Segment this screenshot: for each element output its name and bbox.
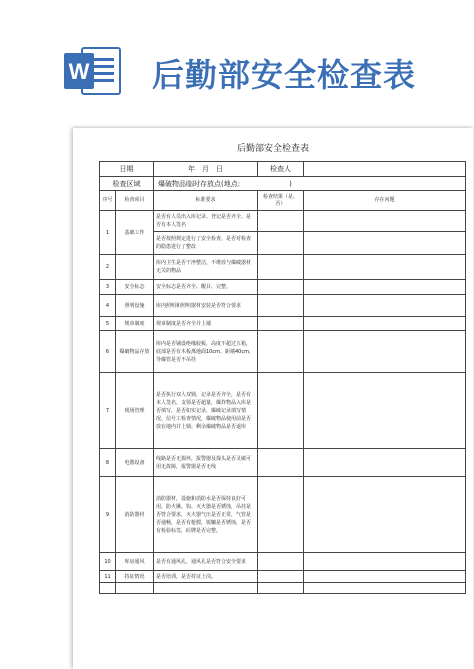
table-row: [100, 232, 466, 255]
row-item: 爆破物品存放: [116, 331, 154, 373]
row-seq: 2: [100, 255, 116, 280]
inspector-value: [304, 162, 466, 177]
column-header-row: [100, 191, 466, 211]
row-item: 安全标志: [116, 280, 154, 295]
table-row: [100, 211, 466, 232]
row-issues-cell[interactable]: [304, 553, 466, 571]
row-seq: 1: [100, 211, 116, 255]
date-label: 日期: [100, 162, 154, 177]
row-issues-cell[interactable]: [304, 583, 466, 594]
inspection-table: [99, 161, 466, 594]
row-result-cell[interactable]: [258, 373, 304, 449]
row-item: 库房通风: [116, 553, 154, 571]
header-row-date: [100, 162, 466, 177]
row-standard: 是否培训，是否持证上岗。: [154, 571, 258, 583]
document-sheet: [73, 128, 473, 669]
row-seq: 6: [100, 331, 116, 373]
table-row: [100, 553, 466, 571]
table-row: [100, 373, 466, 449]
col-item-header: 检查项目: [116, 191, 154, 211]
area-label: 检查区域: [100, 177, 154, 191]
row-standard: [154, 583, 258, 594]
row-seq: 11: [100, 571, 116, 583]
row-result-cell[interactable]: [258, 553, 304, 571]
table-row: [100, 449, 466, 477]
row-issues-cell[interactable]: [304, 232, 466, 255]
col-result-header: 检查结果（是、否）: [258, 191, 304, 211]
row-item: 消防器材: [116, 477, 154, 553]
table-row: [100, 331, 466, 373]
row-seq: [100, 583, 116, 594]
header-row-area: [100, 177, 466, 191]
table-row: [100, 255, 466, 280]
row-result-cell[interactable]: [258, 255, 304, 280]
row-issues-cell[interactable]: [304, 295, 466, 317]
table-row: [100, 295, 466, 317]
row-issues-cell[interactable]: [304, 280, 466, 295]
row-standard: 库内照明和照明器材安装是否符合要求: [154, 295, 258, 317]
table-row-empty: [100, 583, 466, 594]
word-document-icon: [62, 44, 124, 98]
row-standard: 是否按照规定进行了安全检查，是否对检查的隐患进行了整改: [154, 232, 258, 255]
row-result-cell[interactable]: [258, 232, 304, 255]
inspector-label: 检查人: [258, 162, 304, 177]
banner: [0, 0, 474, 108]
row-issues-cell[interactable]: [304, 571, 466, 583]
row-result-cell[interactable]: [258, 317, 304, 331]
row-item: [116, 255, 154, 280]
row-seq: 9: [100, 477, 116, 553]
row-result-cell[interactable]: [258, 211, 304, 232]
row-result-cell[interactable]: [258, 571, 304, 583]
table-row: [100, 477, 466, 553]
banner-title: 后勤部安全检查表: [152, 56, 417, 94]
col-seq-header: 序号: [100, 191, 116, 211]
row-standard: 是否有通风孔，通风孔是否符合安全要求: [154, 553, 258, 571]
row-item: [116, 583, 154, 594]
row-issues-cell[interactable]: [304, 477, 466, 553]
row-standard: 规章制度是否齐全并上墙: [154, 317, 258, 331]
row-seq: 5: [100, 317, 116, 331]
row-standard: 安全标志是否齐全、醒目、完整。: [154, 280, 258, 295]
row-standard: 是否有人员出入库记录、登记是否齐全、是否有本人签名: [154, 211, 258, 232]
row-item: 基础工作: [116, 211, 154, 255]
table-row: [100, 571, 466, 583]
date-value: 年 月 日: [154, 162, 258, 177]
row-item: 电器设备: [116, 449, 154, 477]
table-row: [100, 280, 466, 295]
row-standard: 库内是否铺设绝缘胶板，高度不超过五箱，底部是否有木板离地面10cm、距墙40cm，导爆管是否不吊挂: [154, 331, 258, 373]
row-issues-cell[interactable]: [304, 255, 466, 280]
row-issues-cell[interactable]: [304, 449, 466, 477]
row-issues-cell[interactable]: [304, 211, 466, 232]
row-seq: 8: [100, 449, 116, 477]
row-issues-cell[interactable]: [304, 373, 466, 449]
row-result-cell[interactable]: [258, 280, 304, 295]
row-item: 现场管理: [116, 373, 154, 449]
row-standard: 线路是否无损坏，报警器及探头是否灵敏可用无故障，报警器是否无线: [154, 449, 258, 477]
row-standard: 消防器材，设施和消防水是否保持良好可用，防火锹、钩、灭火器是否锈蚀，吊挂是否符合要求，灭火器气压是否正常，气管是否通畅，是否有枪膛，锐镰是否锈蚀，是否有检验标签，砼牌是否完整。: [154, 477, 258, 553]
row-result-cell[interactable]: [258, 331, 304, 373]
row-standard: 是否执行双人双锁，记录是否齐全，是否有本人签名，支领是否超量，爆炸物品入库是否填写，是否如实记录，爆破记录填写情况、信号工检查情况，爆破物品使用前是否放在地内并上锁、剩余爆破物品是否退库: [154, 373, 258, 449]
row-seq: 3: [100, 280, 116, 295]
row-seq: 7: [100, 373, 116, 449]
row-issues-cell[interactable]: [304, 331, 466, 373]
area-value: 爆破物品临时存放点(地点: ): [154, 177, 466, 191]
row-issues-cell[interactable]: [304, 317, 466, 331]
table-row: [100, 317, 466, 331]
row-result-cell[interactable]: [258, 477, 304, 553]
row-result-cell[interactable]: [258, 449, 304, 477]
col-standard-header: 标准要求: [154, 191, 258, 211]
row-result-cell[interactable]: [258, 583, 304, 594]
row-item: 规章制度: [116, 317, 154, 331]
document-title: 后勤部安全检查表: [236, 144, 309, 154]
row-item: 持证情况: [116, 571, 154, 583]
row-item: 照明设施: [116, 295, 154, 317]
row-result-cell[interactable]: [258, 295, 304, 317]
row-standard: 库内卫生是否干净整洁，不堆放与爆破器材无关的物品: [154, 255, 258, 280]
row-seq: 10: [100, 553, 116, 571]
svg-text:W: W: [68, 59, 90, 84]
row-seq: 4: [100, 295, 116, 317]
col-issues-header: 存在问题: [304, 191, 466, 211]
